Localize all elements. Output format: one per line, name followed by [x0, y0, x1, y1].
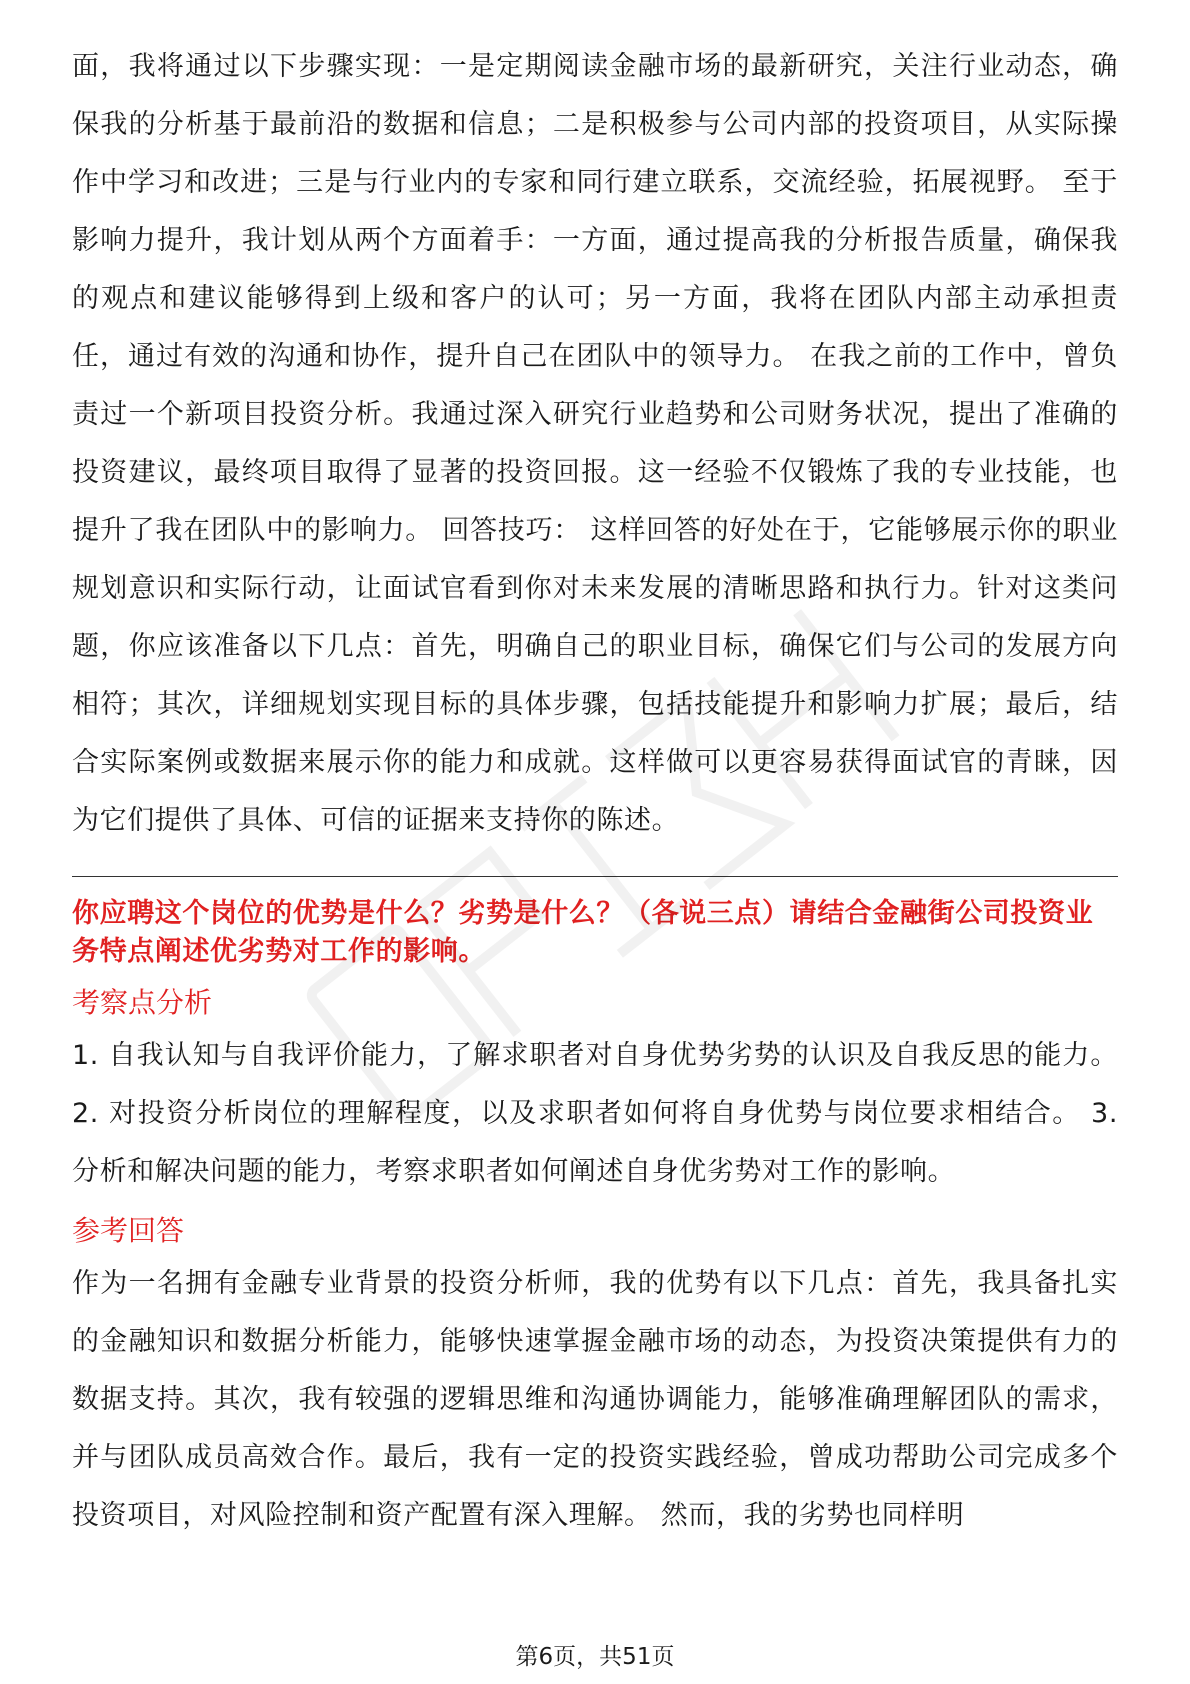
analysis-heading: 考察点分析 [72, 986, 213, 1019]
section-divider [72, 876, 1118, 877]
intro-paragraph: 面，我将通过以下步骤实现：一是定期阅读金融市场的最新研究，关注行业动态，确保我的分析基于最前沿的数据和信息；二是积极参与公司内部的投资项目，从实际操作中学习和改进；三是与行业内的专家和同行建立联系，交流经验，拓展视野。 至于影响力提升，我计划从两个方面着手：一方面，通过提高我的分析报告质量，确保我的观点和建议能够得到上级和客户的认可；另一方面，我将在团队内部主动承担责任，通过有效的沟通和协作，提升自己在团队中的领导力。 在我之前的工作中，曾负责过一个新项目投资分析。我通过深入研究行业趋势和公司财务状况，提出了准确的投资建议，最终项目取得了显著的投资回报。这一经验不仅锻炼了我的专业技能，也提升了我在团队中的影响力。 回答技巧： 这样回答的好处在于，它能够展示你的职业规划意识和实际行动，让面试官看到你对未来发展的清晰思路和执行力。针对这类问题，你应该准备以下几点：首先，明确自己的职业目标，确保它们与公司的发展方向相符；其次，详细规划实现目标的具体步骤，包括技能提升和影响力扩展；最后，结合实际案例或数据来展示你的能力和成就。这样做可以更容易获得面试官的青睐，因为它们提供了具体、可信的证据来支持你的陈述。 [72, 51, 1118, 836]
document-page [72, 38, 1118, 1545]
answer-heading: 参考回答 [72, 1214, 185, 1247]
analysis-paragraph: 1. 自我认知与自我评价能力，了解求职者对自身优势劣势的认识及自我反思的能力。 2. 对投资分析岗位的理解程度，以及求职者如何将自身优势与岗位要求相结合。 3. 分析和解决问题的能力，考察求职者如何阐述自身优劣势对工作的影响。 [72, 1040, 1118, 1187]
question-heading: 你应聘这个岗位的优势是什么？劣势是什么？（各说三点）请结合金融街公司投资业务特点阐述优劣势对工作的影响。 [72, 898, 1094, 967]
answer-paragraph: 作为一名拥有金融专业背景的投资分析师，我的优势有以下几点：首先，我具备扎实的金融知识和数据分析能力，能够快速掌握金融市场的动态，为投资决策提供有力的数据支持。其次，我有较强的逻辑思维和沟通协调能力，能够准确理解团队的需求，并与团队成员高效合作。最后，我有一定的投资实践经验，曾成功帮助公司完成多个投资项目，对风险控制和资产配置有深入理解。 然而，我的劣势也同样明 [72, 1268, 1118, 1531]
page-number: 第6页，共51页 [515, 1644, 675, 1670]
